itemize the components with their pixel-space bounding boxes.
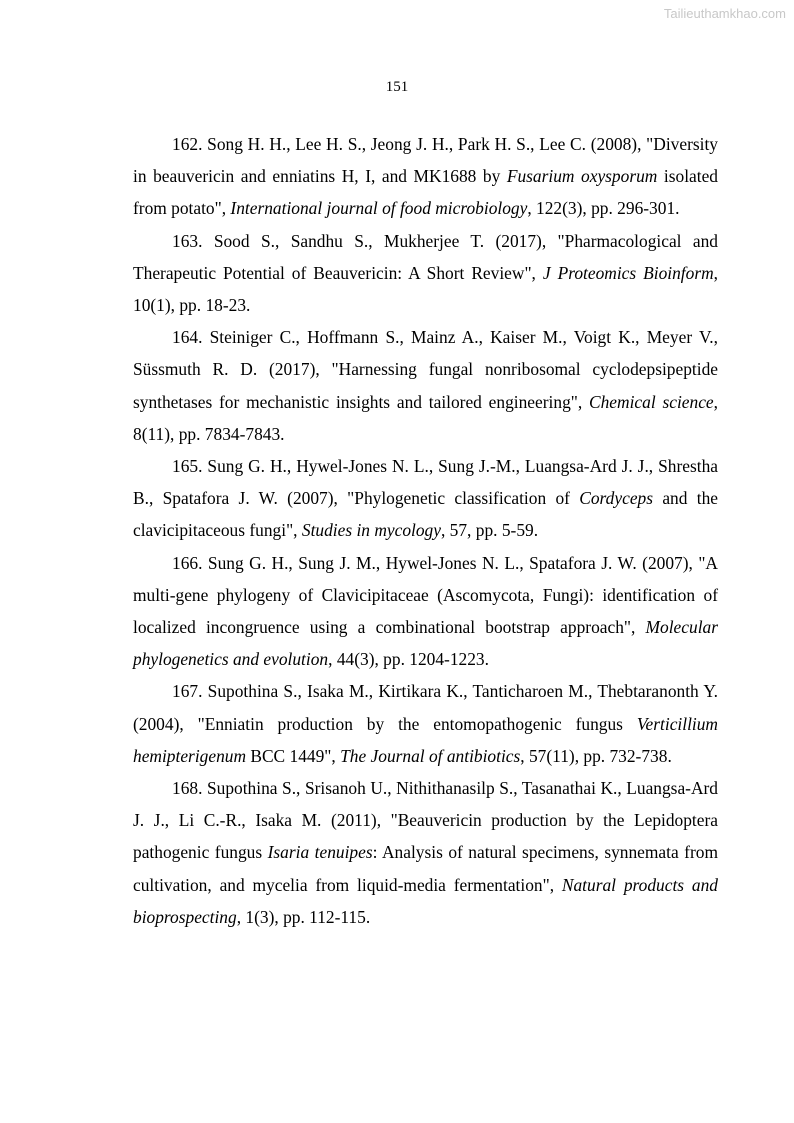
reference-text: : Analysis of natural specimens, synnemata from cultivation, and mycelia from liquid-media fermentation",: [133, 842, 718, 895]
reference-text: 164. Steiniger C., Hoffmann S., Mainz A., Kaiser M., Voigt K., Meyer V., Süssmuth R. D. (2017), "Harnessing fungal nonribosomal cyclodepsipeptide synthetases for mechanistic insights and tailored engineering",: [133, 327, 718, 412]
italic-text: Verticillium hemipterigenum: [133, 713, 718, 766]
reference-text: isolated from potato",: [133, 166, 718, 219]
reference-text: 167. Supothina S., Isaka M., Kirtikara K., Tanticharoen M., Thebtaranonth Y. (2004), "Enniatin production by the entomopathogenic fungus: [133, 681, 718, 734]
reference-text: 165. Sung G. H., Hywel-Jones N. L., Sung J.-M., Luangsa-Ard J. J., Shrestha B., Spatafora J. W. (2007), "Phylogenetic classification of: [133, 456, 718, 509]
reference-text: , 57(11), pp. 732-738.: [520, 745, 672, 766]
reference-item: [133, 450, 718, 547]
reference-item: [133, 225, 718, 322]
italic-text: Chemical science: [589, 391, 714, 412]
reference-text: , 8(11), pp. 7834-7843.: [133, 391, 718, 444]
italic-text: Isaria tenuipes: [267, 842, 373, 863]
reference-text: and the clavicipitaceous fungi",: [133, 488, 718, 541]
reference-item: [133, 321, 718, 450]
reference-item: [133, 128, 718, 225]
reference-item: [133, 547, 718, 676]
reference-item: [133, 675, 718, 772]
italic-text: Molecular phylogenetics and evolution: [133, 617, 718, 670]
reference-text: 168. Supothina S., Srisanoh U., Nithithanasilp S., Tasanathai K., Luangsa-Ard J. J., Li C.-R., Isaka M. (2011), "Beauvericin production by the Lepidoptera pathogenic fungus: [133, 778, 718, 863]
italic-text: J Proteomics Bioinform: [542, 262, 714, 283]
reference-text: 166. Sung G. H., Sung J. M., Hywel-Jones N. L., Spatafora J. W. (2007), "A multi-gene phylogeny of Clavicipitaceae (Ascomycota, Fungi): identification of localized incongruence using a combinational bootstrap approach",: [133, 552, 718, 638]
reference-text: 162. Song H. H., Lee H. S., Jeong J. H., Park H. S., Lee C. (2008), "Diversity in beauvericin and enniatins H, I, and MK1688 by: [133, 134, 718, 187]
italic-text: Fusarium oxysporum: [506, 166, 658, 187]
reference-text: , 122(3), pp. 296-301.: [527, 198, 680, 219]
watermark: Tailieuthamkhao.com: [663, 6, 786, 21]
italic-text: Natural products and bioprospecting: [133, 874, 718, 927]
reference-text: 163. Sood S., Sandhu S., Mukherjee T. (2017), "Pharmacological and Therapeutic Potential of Beauvericin: A Short Review",: [133, 230, 718, 283]
italic-text: The Journal of antibiotics: [340, 745, 521, 766]
italic-text: Studies in mycology: [301, 520, 441, 541]
italic-text: International journal of food microbiology: [230, 198, 528, 219]
reference-text: , 1(3), pp. 112-115.: [236, 906, 371, 927]
reference-list: [133, 128, 718, 933]
reference-item: [133, 772, 718, 933]
reference-text: , 44(3), pp. 1204-1223.: [328, 649, 489, 670]
italic-text: Cordyceps: [579, 488, 653, 509]
reference-text: , 57, pp. 5-59.: [440, 520, 539, 541]
reference-text: BCC 1449",: [246, 745, 341, 766]
reference-text: , 10(1), pp. 18-23.: [133, 262, 719, 316]
page-number: 151: [385, 79, 409, 95]
